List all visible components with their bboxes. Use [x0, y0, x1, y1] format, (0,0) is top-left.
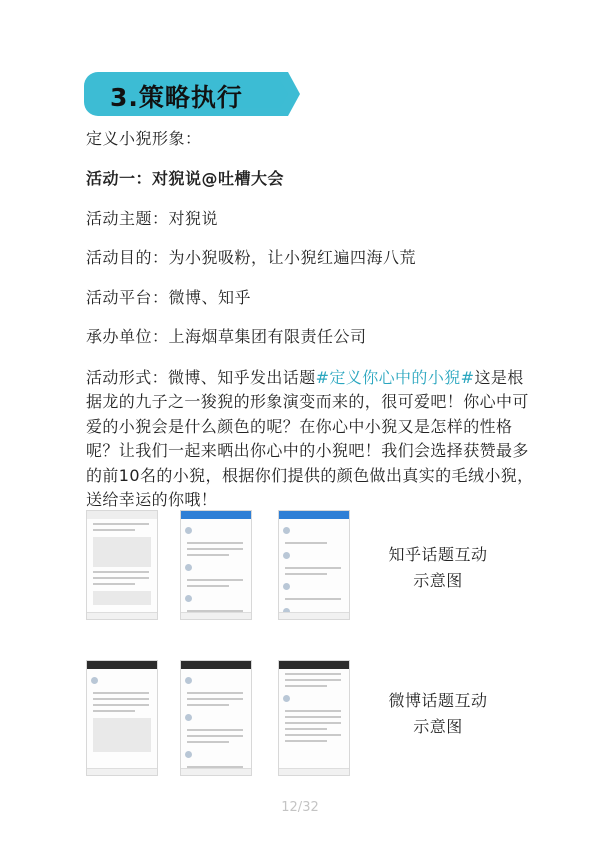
form-prefix: 活动形式：微博、知乎发出话题 [86, 368, 316, 387]
section-title: 3.策略执行 [110, 83, 243, 112]
intro-text: 定义小猊形象： [86, 129, 202, 148]
form-hashtag: #定义你心中的小猊# [315, 368, 475, 387]
activity-theme: 活动主题：对猊说 [86, 209, 219, 228]
activity-form [86, 366, 536, 512]
weibo-screenshot-2 [180, 660, 252, 776]
form-body: 这是根据龙的九子之一狻猊的形象演变而来的，很可爱吧！你心中可爱的小猊会是什么颜色的呢？在你心中小猊又是怎样的性格呢？让我们一起来晒出你心中的小猊吧！我们会选择获赞最多的前10名的小猊，根据你们提供的颜色做出真实的毛绒小猊，送给幸运的你哦！ [86, 368, 534, 510]
zhihu-screenshot-1 [86, 510, 158, 620]
activity-goal: 活动目的：为小猊吸粉，让小猊红遍四海八荒 [86, 248, 417, 267]
activity-platform: 活动平台：微博、知乎 [86, 288, 252, 307]
weibo-screenshot-3 [278, 660, 350, 776]
activity-heading: 活动一：对猊说@吐槽大会 [86, 169, 285, 188]
zhihu-caption-line1: 知乎话题互动 [388, 545, 488, 564]
weibo-caption-line1: 微博话题互动 [388, 691, 488, 710]
weibo-caption-line2: 示意图 [413, 717, 463, 736]
zhihu-screenshot-2 [180, 510, 252, 620]
weibo-caption [380, 688, 496, 740]
section-banner [84, 72, 300, 116]
zhihu-caption-line2: 示意图 [413, 571, 463, 590]
zhihu-screenshot-3 [278, 510, 350, 620]
page-number: 12/32 [281, 800, 319, 815]
activity-organizer: 承办单位：上海烟草集团有限责任公司 [86, 327, 367, 346]
zhihu-caption [380, 542, 496, 594]
weibo-screenshot-1 [86, 660, 158, 776]
